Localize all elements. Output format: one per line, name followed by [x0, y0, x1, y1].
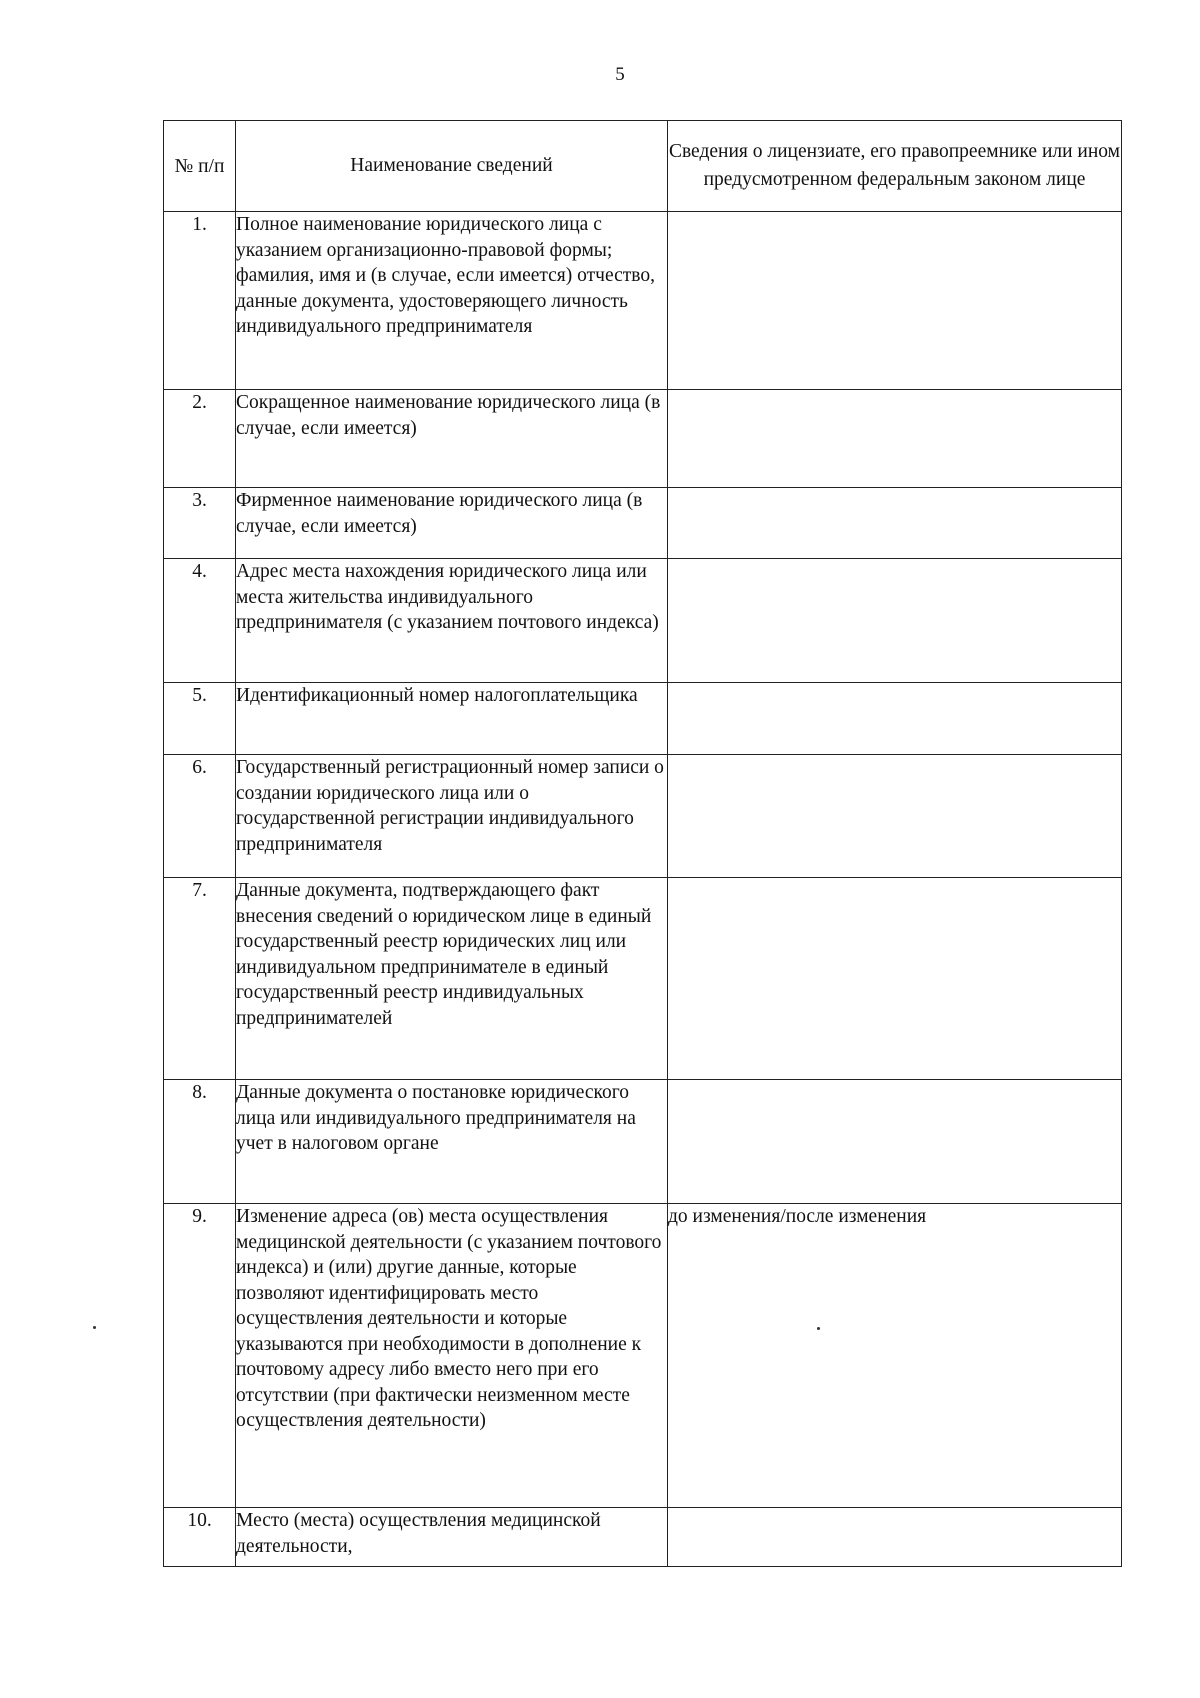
table-row — [164, 559, 1122, 683]
table-row — [164, 755, 1122, 878]
row-number: 1. — [164, 212, 236, 390]
row-info-cell[interactable] — [668, 559, 1122, 683]
table-row — [164, 1080, 1122, 1204]
row-info-cell[interactable] — [668, 755, 1122, 878]
header-name: Наименование сведений — [236, 121, 668, 212]
table-row — [164, 878, 1122, 1080]
row-number: 5. — [164, 683, 236, 755]
row-name: Адрес места нахождения юридического лица или места жительства индивидуального предпринимателя (с указанием почтового индекса) — [236, 559, 668, 683]
row-info-cell[interactable] — [668, 1080, 1122, 1204]
row-number: 3. — [164, 488, 236, 559]
table-row — [164, 683, 1122, 755]
table-row — [164, 212, 1122, 390]
header-num: № п/п — [164, 121, 236, 212]
row-name: Фирменное наименование юридического лица (в случае, если имеется) — [236, 488, 668, 559]
row-number: 8. — [164, 1080, 236, 1204]
row-name: Государственный регистрационный номер записи о создании юридического лица или о государственной регистрации индивидуального предпринимателя — [236, 755, 668, 878]
row-number: 10. — [164, 1508, 236, 1567]
scan-speck — [93, 1326, 96, 1329]
row-number: 4. — [164, 559, 236, 683]
row-name: Изменение адреса (ов) места осуществления медицинской деятельности (с указанием почтового индекса) и (или) другие данные, которые позволяют идентифицировать место осуществления деятельности и которые указываются при необходимости в дополнение к почтовому адресу либо вместо него при его отсутствии (при фактически неизменном месте осуществления деятельности) — [236, 1204, 668, 1508]
page-number: 5 — [615, 64, 625, 85]
table-row — [164, 1204, 1122, 1508]
header-info: Сведения о лицензиате, его правопреемнике или ином предусмотренном федеральным законом лице — [668, 121, 1122, 212]
row-name: Данные документа о постановке юридического лица или индивидуального предпринимателя на учет в налоговом органе — [236, 1080, 668, 1204]
row-info-cell[interactable] — [668, 1508, 1122, 1567]
scan-speck — [817, 1327, 820, 1330]
row-name: Идентификационный номер налогоплательщика — [236, 683, 668, 755]
row-info-cell[interactable] — [668, 683, 1122, 755]
table-header-row — [164, 121, 1122, 212]
row-info-cell[interactable] — [668, 488, 1122, 559]
row-number: 2. — [164, 390, 236, 488]
row-number: 6. — [164, 755, 236, 878]
row-name: Место (места) осуществления медицинской деятельности, — [236, 1508, 668, 1567]
row-info-cell[interactable]: до изменения/после изменения — [668, 1204, 1122, 1508]
row-info-cell[interactable] — [668, 212, 1122, 390]
license-info-table — [163, 120, 1122, 1567]
row-name: Данные документа, подтверждающего факт внесения сведений о юридическом лице в единый государственный реестр юридических лиц или индивидуальном предпринимателе в единый государственный реестр индивидуальных предпринимателей — [236, 878, 668, 1080]
row-number: 9. — [164, 1204, 236, 1508]
row-info-cell[interactable] — [668, 390, 1122, 488]
table-row — [164, 1508, 1122, 1567]
row-name: Полное наименование юридического лица с указанием организационно-правовой формы; фамилия, имя и (в случае, если имеется) отчество, данные документа, удостоверяющего личность индивидуального предпринимателя — [236, 212, 668, 390]
table-row — [164, 390, 1122, 488]
row-name: Сокращенное наименование юридического лица (в случае, если имеется) — [236, 390, 668, 488]
row-info-cell[interactable] — [668, 878, 1122, 1080]
table-row — [164, 488, 1122, 559]
row-number: 7. — [164, 878, 236, 1080]
